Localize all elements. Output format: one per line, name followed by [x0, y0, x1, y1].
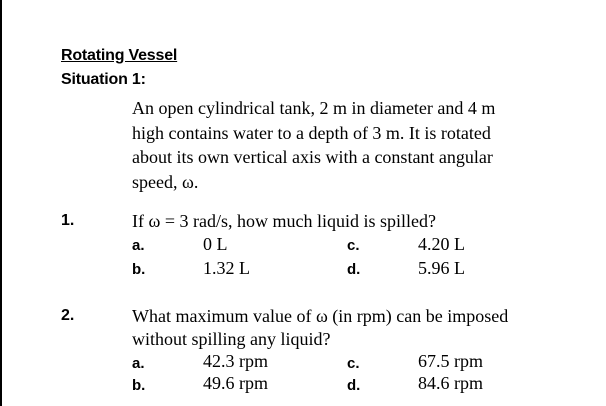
- q1-choice-d-label: d.: [347, 261, 361, 278]
- q1-choice-c-value: 4.20 L: [418, 234, 465, 254]
- question-line: What maximum value of ω (in rpm) can be imposed: [132, 306, 509, 326]
- situation-label: Situation 1:: [61, 71, 146, 88]
- q2-choice-b-label: b.: [132, 377, 146, 394]
- q2-choice-c-label: c.: [347, 355, 360, 372]
- page-left-edge-rule: [0, 0, 2, 406]
- paragraph-line: An open cylindrical tank, 2 m in diameter and 4 m: [132, 98, 496, 118]
- q2-choice-b-value: 49.6 rpm: [203, 373, 268, 393]
- paragraph-line: about its own vertical axis with a constant angular: [132, 147, 493, 167]
- q2-choice-c-value: 67.5 rpm: [418, 351, 483, 371]
- q1-choice-c-label: c.: [347, 237, 360, 254]
- q1-choice-a-label: a.: [132, 237, 145, 254]
- q2-choice-d-label: d.: [347, 377, 361, 394]
- question-line: If ω = 3 rad/s, how much liquid is spilled?: [132, 211, 436, 231]
- q1-choice-b-label: b.: [132, 261, 146, 278]
- q2-choice-a-label: a.: [132, 355, 145, 372]
- situation-paragraph: [132, 96, 582, 194]
- q2-choice-d-value: 84.6 rpm: [418, 373, 483, 393]
- q1-choice-d-value: 5.96 L: [418, 258, 465, 278]
- question-2-number: 2.: [61, 307, 75, 324]
- document-title: Rotating Vessel: [61, 47, 178, 64]
- question-1-number: 1.: [61, 212, 75, 229]
- paragraph-line: speed, ω.: [132, 171, 199, 192]
- question-2-text: [132, 305, 582, 350]
- q1-choice-b-value: 1.32 L: [203, 258, 250, 278]
- q1-choice-a-value: 0 L: [203, 234, 228, 254]
- q2-choice-a-value: 42.3 rpm: [203, 351, 268, 371]
- question-1-text: [132, 210, 582, 233]
- paragraph-line: high contains water to a depth of 3 m. It is rotated: [132, 122, 491, 143]
- question-line: without spilling any liquid?: [132, 328, 331, 349]
